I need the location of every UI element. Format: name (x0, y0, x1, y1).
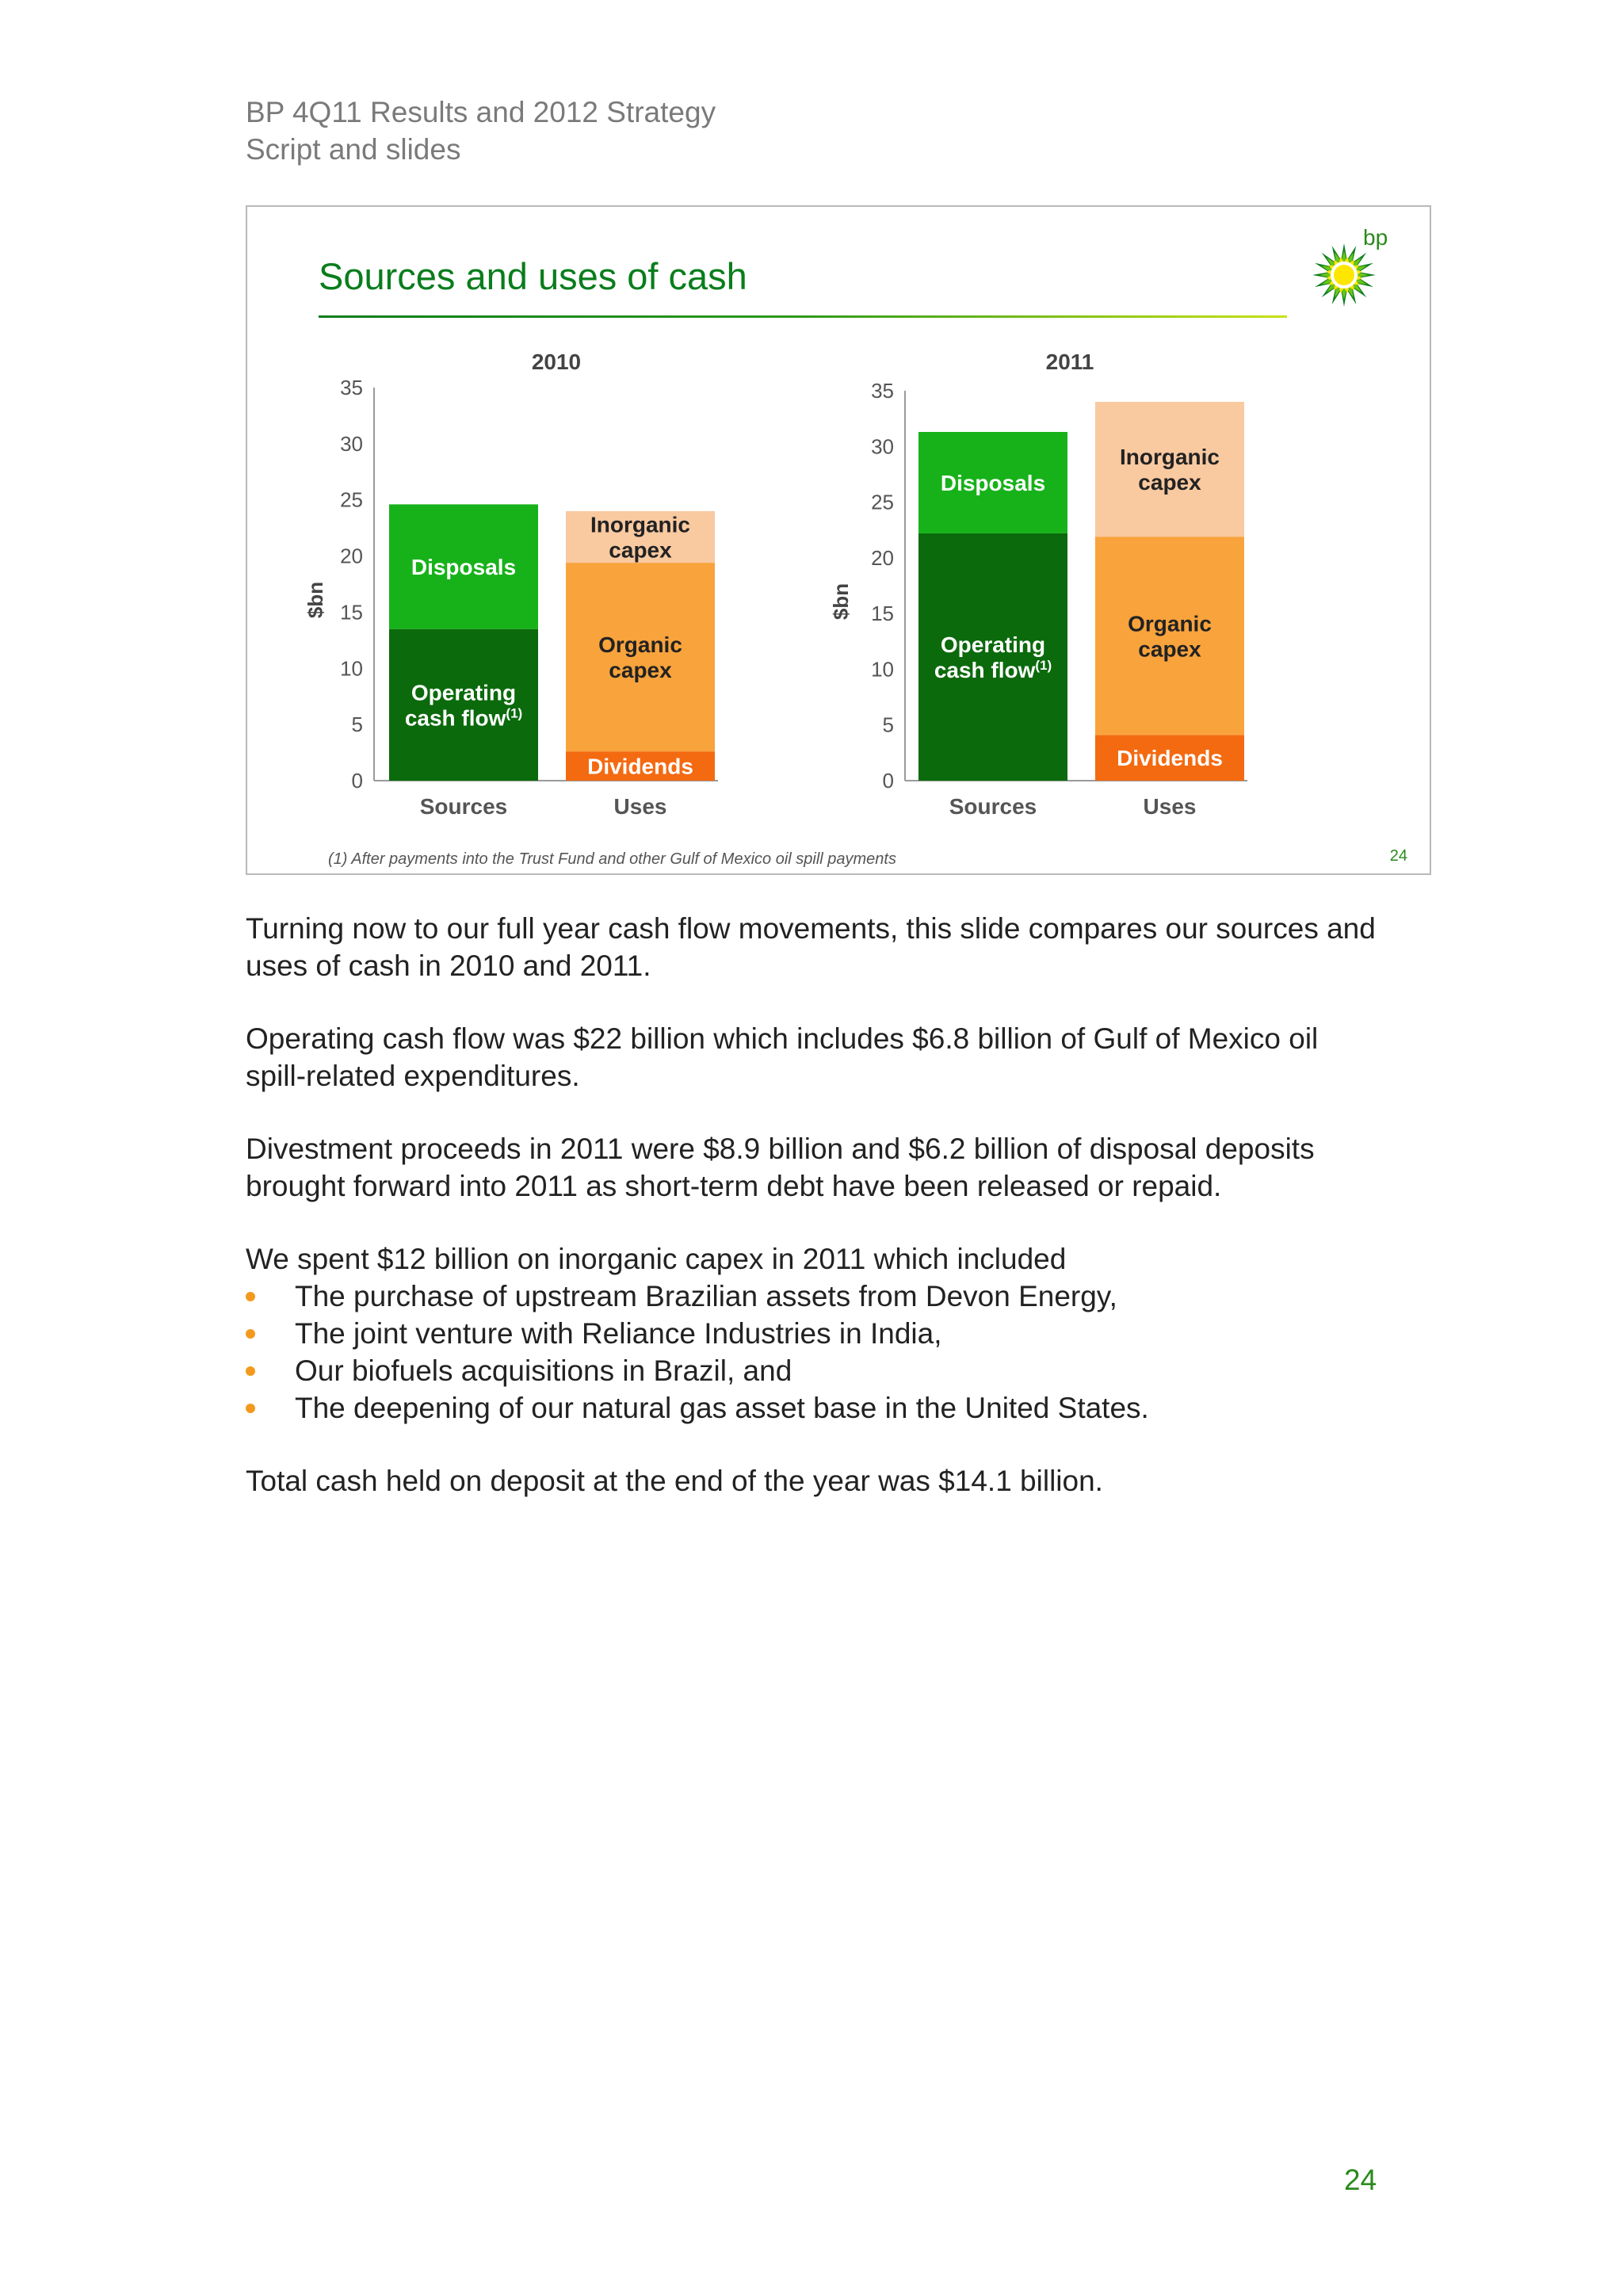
list-item: The joint venture with Reliance Industries in India, (246, 1315, 1379, 1352)
y-tick-label: 20 (871, 545, 894, 570)
bar-label: Operating (411, 680, 517, 705)
y-tick-label: 30 (871, 434, 894, 459)
script-body (246, 910, 1379, 1535)
bar-label: capex (609, 658, 672, 683)
y-tick-label: 10 (340, 656, 363, 681)
y-tick-label: 35 (871, 379, 894, 403)
x-category-label: Uses (613, 794, 667, 819)
document-subtitle: Script and slides (246, 133, 461, 166)
paragraph-5: Total cash held on deposit at the end of the year was $14.1 billion. (246, 1465, 1103, 1497)
bar-label: Inorganic (1119, 445, 1220, 470)
y-tick-label: 20 (340, 544, 363, 568)
x-category-label: Uses (1143, 794, 1197, 819)
x-category-label: Sources (419, 794, 508, 819)
sources-uses-charts (247, 207, 1433, 877)
y-tick-label: 15 (871, 602, 894, 626)
bar-label: cash flow$^{(1)}$ (934, 657, 1052, 682)
paragraph-1: Turning now to our full year cash flow movements, this slide compares our sources and uses of cash in 2010 and 2011. (246, 912, 1376, 982)
y-tick-label: 0 (351, 769, 363, 793)
y-tick-label: 25 (871, 490, 894, 514)
slide-footnote: (1) After payments into the Trust Fund and other Gulf of Mexico oil spill payments (328, 850, 896, 868)
slide-number: 24 (1389, 847, 1407, 865)
document-header (246, 94, 716, 168)
page-number: 24 (1344, 2164, 1377, 2196)
bar-label: Operating (940, 632, 1046, 657)
y-tick-label: 5 (351, 712, 363, 737)
bar-label: Disposals (411, 555, 517, 580)
bar-label: Organic (1128, 611, 1212, 636)
paragraph-3: Divestment proceeds in 2011 were $8.9 billion and $6.2 billion of disposal deposits brought forward into 2011 as short-term debt have been released or repaid. (246, 1133, 1315, 1202)
y-tick-label: 35 (340, 376, 363, 399)
slide-title: Sources and uses of cash (319, 255, 747, 297)
y-tick-label: 0 (882, 769, 894, 793)
paragraph-4: We spent $12 billion on inorganic capex in 2011 which included (246, 1243, 1067, 1275)
bar-label: Inorganic (590, 512, 691, 537)
paragraph-2: Operating cash flow was $22 billion which includes $6.8 billion of Gulf of Mexico oil spill-related expenditures. (246, 1022, 1319, 1092)
y-tick-label: 10 (871, 657, 894, 682)
y-tick-label: 25 (340, 487, 363, 512)
slide (246, 205, 1431, 875)
bar-label: Dividends (1117, 746, 1223, 771)
y-tick-label: 15 (340, 600, 363, 625)
footnote-marker: (1) (506, 705, 523, 721)
bp-logo-text: bp (1363, 225, 1388, 250)
y-tick-label: 30 (340, 431, 363, 456)
bar-label: capex (1138, 636, 1201, 662)
bar-label: Dividends (587, 754, 693, 779)
bar-label: Organic (598, 632, 682, 658)
bar-label: capex (609, 537, 672, 563)
y-axis-label: $bn (829, 583, 853, 621)
chart-title: 2010 (531, 350, 582, 374)
y-tick-label: 5 (882, 712, 894, 737)
list-item: The purchase of upstream Brazilian assets from Devon Energy, (246, 1278, 1379, 1315)
bar-label: Disposals (940, 470, 1046, 495)
x-category-label: Sources (949, 794, 1037, 819)
list-item: The deepening of our natural gas asset base in the United States. (246, 1389, 1379, 1427)
inorganic-capex-list (246, 1278, 1379, 1427)
bar-label: cash flow$^{(1)}$ (404, 705, 523, 731)
y-axis-label: $bn (304, 581, 327, 619)
chart-title: 2011 (1045, 350, 1094, 374)
document-title: BP 4Q11 Results and 2012 Strategy (246, 96, 716, 128)
bar-label: capex (1138, 470, 1201, 495)
list-item: Our biofuels acquisitions in Brazil, and (246, 1352, 1379, 1389)
footnote-marker: (1) (1035, 657, 1052, 673)
